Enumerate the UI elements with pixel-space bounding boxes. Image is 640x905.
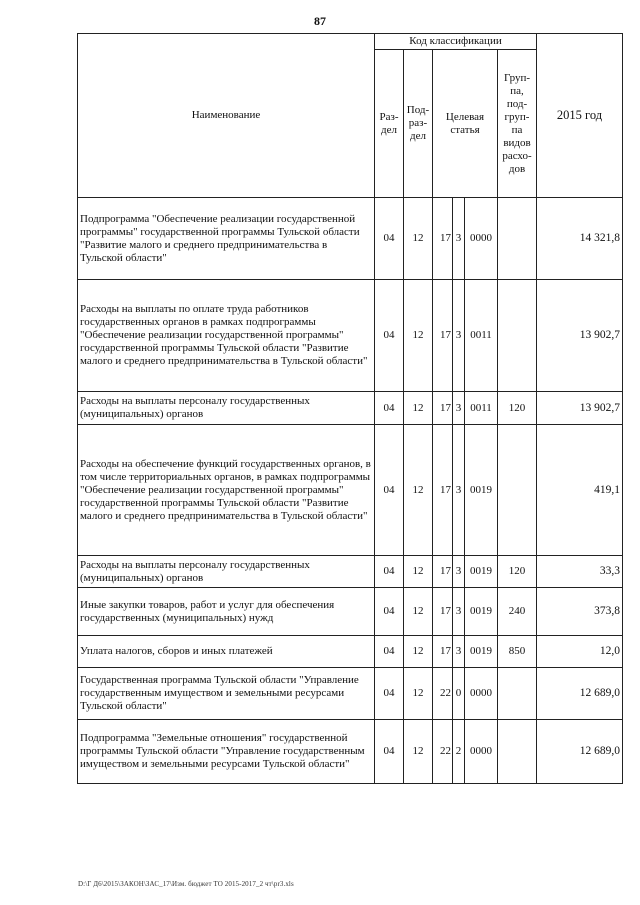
table-row	[78, 668, 623, 720]
row-section: 04	[375, 588, 404, 636]
header-expense-group: Груп- па, под- груп- па видов расхо- дов	[498, 50, 537, 198]
row-target-part1: 17	[433, 636, 453, 668]
row-target-part3: 0011	[465, 392, 498, 425]
row-section: 04	[375, 280, 404, 392]
row-target-part3: 0000	[465, 198, 498, 280]
row-section: 04	[375, 392, 404, 425]
row-section: 04	[375, 668, 404, 720]
table-row	[78, 280, 623, 392]
row-target-part2: 3	[453, 556, 465, 588]
row-target-part1: 22	[433, 668, 453, 720]
row-amount: 13 902,7	[537, 392, 623, 425]
header-year: 2015 год	[537, 34, 623, 198]
row-name: Иные закупки товаров, работ и услуг для обеспечения государственных (муниципальных) нужд	[78, 588, 375, 636]
table-row	[78, 425, 623, 556]
row-target-part3: 0011	[465, 280, 498, 392]
row-expense-group	[498, 280, 537, 392]
row-amount: 33,3	[537, 556, 623, 588]
row-expense-group: 120	[498, 392, 537, 425]
budget-table	[77, 33, 623, 784]
header-classification-code: Код классификации	[375, 34, 537, 50]
row-target-part2: 3	[453, 588, 465, 636]
row-subsection: 12	[404, 636, 433, 668]
row-expense-group	[498, 720, 537, 784]
table-row	[78, 556, 623, 588]
row-target-part2: 3	[453, 392, 465, 425]
row-target-part2: 3	[453, 636, 465, 668]
row-target-part2: 2	[453, 720, 465, 784]
row-amount: 12,0	[537, 636, 623, 668]
row-name: Расходы на обеспечение функций государственных органов, в том числе территориальных органов, в рамках подпрограммы "Обеспечение реализации государственной программы" государственной программы Тульской области "Развитие малого и среднего предпринимательства в Тульской области"	[78, 425, 375, 556]
header-subsection: Под- раз- дел	[404, 50, 433, 198]
row-target-part3: 0019	[465, 588, 498, 636]
header-name: Наименование	[78, 34, 375, 198]
row-target-part3: 0000	[465, 668, 498, 720]
row-name: Подпрограмма "Обеспечение реализации государственной программы" государственной программы Тульской области "Развитие малого и среднего предпринимательства в Тульской области"	[78, 198, 375, 280]
row-subsection: 12	[404, 720, 433, 784]
row-subsection: 12	[404, 198, 433, 280]
row-section: 04	[375, 720, 404, 784]
row-section: 04	[375, 425, 404, 556]
row-expense-group	[498, 198, 537, 280]
row-expense-group	[498, 668, 537, 720]
row-subsection: 12	[404, 588, 433, 636]
row-target-part1: 22	[433, 720, 453, 784]
row-target-part1: 17	[433, 280, 453, 392]
header-section: Раз- дел	[375, 50, 404, 198]
row-name: Подпрограмма "Земельные отношения" государственной программы Тульской области "Управление государственным имуществом и земельными ресурсами Тульской области"	[78, 720, 375, 784]
table-row	[78, 588, 623, 636]
row-target-part1: 17	[433, 392, 453, 425]
row-amount: 14 321,8	[537, 198, 623, 280]
row-target-part1: 17	[433, 556, 453, 588]
row-amount: 373,8	[537, 588, 623, 636]
table-row	[78, 636, 623, 668]
row-section: 04	[375, 636, 404, 668]
row-target-part1: 17	[433, 588, 453, 636]
row-subsection: 12	[404, 556, 433, 588]
row-expense-group: 240	[498, 588, 537, 636]
row-target-part3: 0019	[465, 425, 498, 556]
row-amount: 12 689,0	[537, 668, 623, 720]
page-number: 87	[314, 14, 326, 28]
row-target-part3: 0000	[465, 720, 498, 784]
row-subsection: 12	[404, 280, 433, 392]
row-amount: 419,1	[537, 425, 623, 556]
table-row	[78, 720, 623, 784]
row-section: 04	[375, 556, 404, 588]
row-expense-group: 120	[498, 556, 537, 588]
header-target-article: Целевая статья	[433, 50, 498, 198]
row-target-part2: 0	[453, 668, 465, 720]
row-subsection: 12	[404, 392, 433, 425]
row-subsection: 12	[404, 668, 433, 720]
row-expense-group	[498, 425, 537, 556]
row-target-part2: 3	[453, 425, 465, 556]
file-path-footer: D:\Г Д6\2015\ЗАКОН\ЗАС_17\Изм. бюджет ТО 2015-2017_2 чт\pr3.xls	[78, 880, 294, 888]
row-amount: 13 902,7	[537, 280, 623, 392]
row-target-part1: 17	[433, 198, 453, 280]
row-name: Государственная программа Тульской области "Управление государственным имуществом и земельными ресурсами Тульской области"	[78, 668, 375, 720]
row-name: Расходы на выплаты персоналу государственных (муниципальных) органов	[78, 392, 375, 425]
row-name: Уплата налогов, сборов и иных платежей	[78, 636, 375, 668]
row-subsection: 12	[404, 425, 433, 556]
row-expense-group: 850	[498, 636, 537, 668]
row-target-part2: 3	[453, 198, 465, 280]
row-target-part2: 3	[453, 280, 465, 392]
row-target-part3: 0019	[465, 636, 498, 668]
row-name: Расходы на выплаты по оплате труда работников государственных органов в рамках подпрограммы "Обеспечение реализации государственной программы" государственной программы Тульской области "Развитие малого и среднего предпринимательства в Тульской области"	[78, 280, 375, 392]
row-amount: 12 689,0	[537, 720, 623, 784]
table-row	[78, 198, 623, 280]
row-name: Расходы на выплаты персоналу государственных (муниципальных) органов	[78, 556, 375, 588]
table-row	[78, 392, 623, 425]
row-target-part3: 0019	[465, 556, 498, 588]
row-target-part1: 17	[433, 425, 453, 556]
row-section: 04	[375, 198, 404, 280]
